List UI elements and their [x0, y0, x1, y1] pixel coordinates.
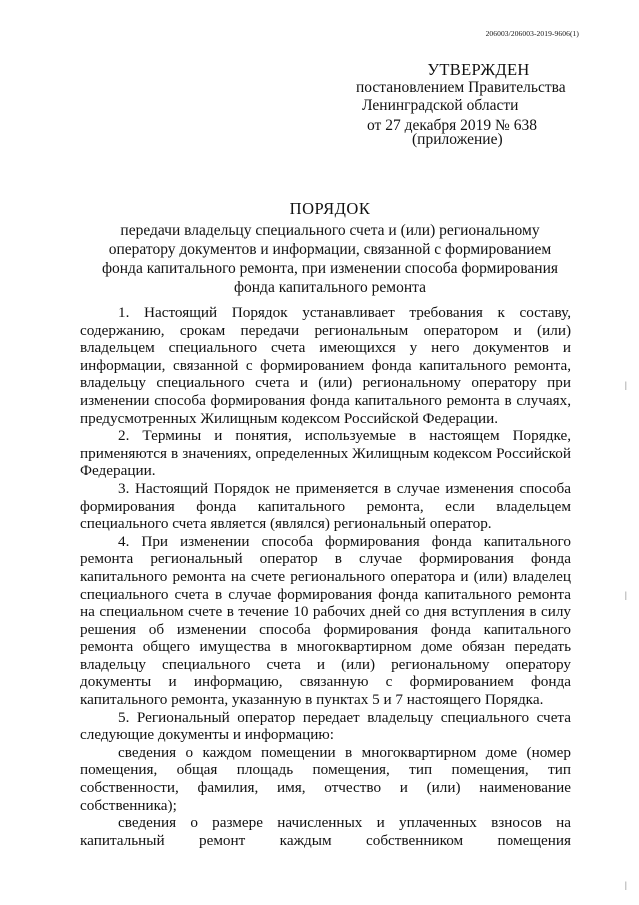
heading-title: ПОРЯДОК	[289, 199, 371, 218]
approval-stamp	[356, 61, 586, 149]
paragraph-5: 5. Региональный оператор передает владельцу специального счета следующие документы и информацию:	[80, 708, 571, 744]
approval-title: УТВЕРЖДЕН	[427, 60, 530, 79]
heading-line-2: оператору документов и информации, связанной с формированием	[108, 241, 552, 258]
heading-line-4: фонда капитального ремонта	[233, 279, 427, 296]
paragraph-3: 3. Настоящий Порядок не применяется в случае изменения способа формирования фонда капитального ремонта, если владельцем специального счета является (являлся) региональный оператор.	[80, 479, 571, 533]
scan-margin-mark: |	[625, 590, 627, 600]
paragraph-5-item-1: сведения о каждом помещении в многоквартирном доме (номер помещения, общая площадь помещения, тип помещения, тип собственности, фамилия, имя, отчество и (или) наименование собственника);	[80, 743, 571, 814]
approval-line-4: (приложение)	[412, 131, 503, 148]
heading-line-1: передачи владельцу специального счета и (или) региональному	[120, 222, 540, 239]
document-heading	[80, 199, 580, 297]
approval-line-1: постановлением Правительства	[356, 79, 566, 96]
heading-line-3: фонда капитального ремонта, при изменении способа формирования	[101, 260, 559, 277]
document-id: 206003/206003-2019-9606(1)	[485, 29, 579, 38]
approval-line-3: от 27 декабря 2019 № 638	[367, 117, 537, 134]
paragraph-4: 4. При изменении способа формирования фонда капитального ремонта региональный оператор в случае формирования фонда капитального ремонта на счете регионального оператора и (или) владелец специального счета в случае формирования фонда капитального ремонта на специальном счете в течение 10 рабочих дней со дня вступления в силу решения об изменении способа формирования фонда капитального ремонта общего имущества в многоквартирном доме обязан передать владельцу специального счета и (или) региональному оператору документы и информацию, связанную с формированием фонда капитального ремонта, указанную в пунктах 5 и 7 настоящего Порядка.	[80, 532, 571, 709]
document-body	[80, 304, 571, 849]
scan-margin-mark: |	[625, 880, 627, 890]
paragraph-2: 2. Термины и понятия, используемые в настоящем Порядке, применяются в значениях, определенных Жилищным кодексом Российской Федерации.	[80, 427, 571, 480]
scan-margin-mark: |	[625, 380, 627, 390]
approval-line-2: Ленинградской области	[362, 97, 519, 114]
paragraph-1: 1. Настоящий Порядок устанавливает требования к составу, содержанию, срокам передачи региональным оператором и (или) владельцем специального счета имеющихся у него документов и информации, связанной с формированием фонда капитального ремонта, владельцу специального счета и (или) региональному оператору при изменении способа формирования фонда капитального ремонта в случаях, предусмотренных Жилищным кодексом Российской Федерации.	[80, 304, 571, 427]
paragraph-5-item-2: сведения о размере начисленных и уплаченных взносов на капитальный ремонт каждым собственником помещения	[80, 814, 571, 849]
